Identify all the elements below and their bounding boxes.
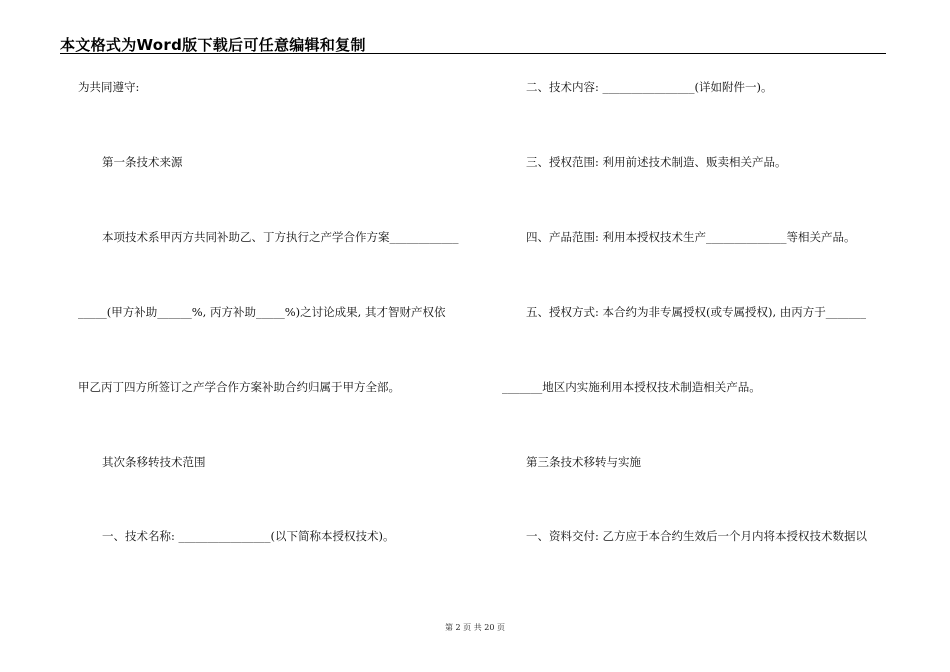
right-line-4: 五、授权方式: 本合约为非专属授权(或专属授权), 由丙方于_______ bbox=[526, 305, 867, 319]
left-line-1: 为共同遵守: bbox=[78, 80, 140, 94]
header-divider bbox=[60, 53, 886, 54]
right-line-5: _______地区内实施利用本授权技术制造相关产品。 bbox=[502, 380, 761, 394]
left-line-5: 甲乙丙丁四方所签订之产学合作方案补助合约归属于甲方全部。 bbox=[78, 380, 400, 394]
right-line-3: 四、产品范围: 利用本授权技术生产______________等相关产品。 bbox=[526, 230, 856, 244]
document-header-title: 本文格式为Word版下载后可任意编辑和复制 bbox=[60, 36, 366, 54]
right-line-1: 二、技术内容: ________________(详如附件一)。 bbox=[526, 80, 773, 94]
left-line-7: 一、技术名称: ________________(以下简称本授权技术)。 bbox=[102, 529, 395, 543]
right-line-6: 第三条技术移转与实施 bbox=[526, 455, 641, 469]
right-line-2: 三、授权范围: 利用前述技术制造、贩卖相关产品。 bbox=[526, 155, 787, 169]
left-line-3: 本项技术系甲丙方共同补助乙、丁方执行之产学合作方案____________ bbox=[102, 230, 459, 244]
left-line-4: _____(甲方补助______%, 丙方补助_____%)之讨论成果, 其才智财产权依 bbox=[78, 305, 446, 319]
left-line-2: 第一条技术来源 bbox=[102, 155, 183, 169]
right-line-7: 一、资料交付: 乙方应于本合约生效后一个月内将本授权技术数据以 bbox=[526, 529, 868, 543]
left-line-6: 其次条移转技术范围 bbox=[102, 455, 206, 469]
page-number-footer: 第 2 页 共 20 页 bbox=[445, 623, 505, 632]
